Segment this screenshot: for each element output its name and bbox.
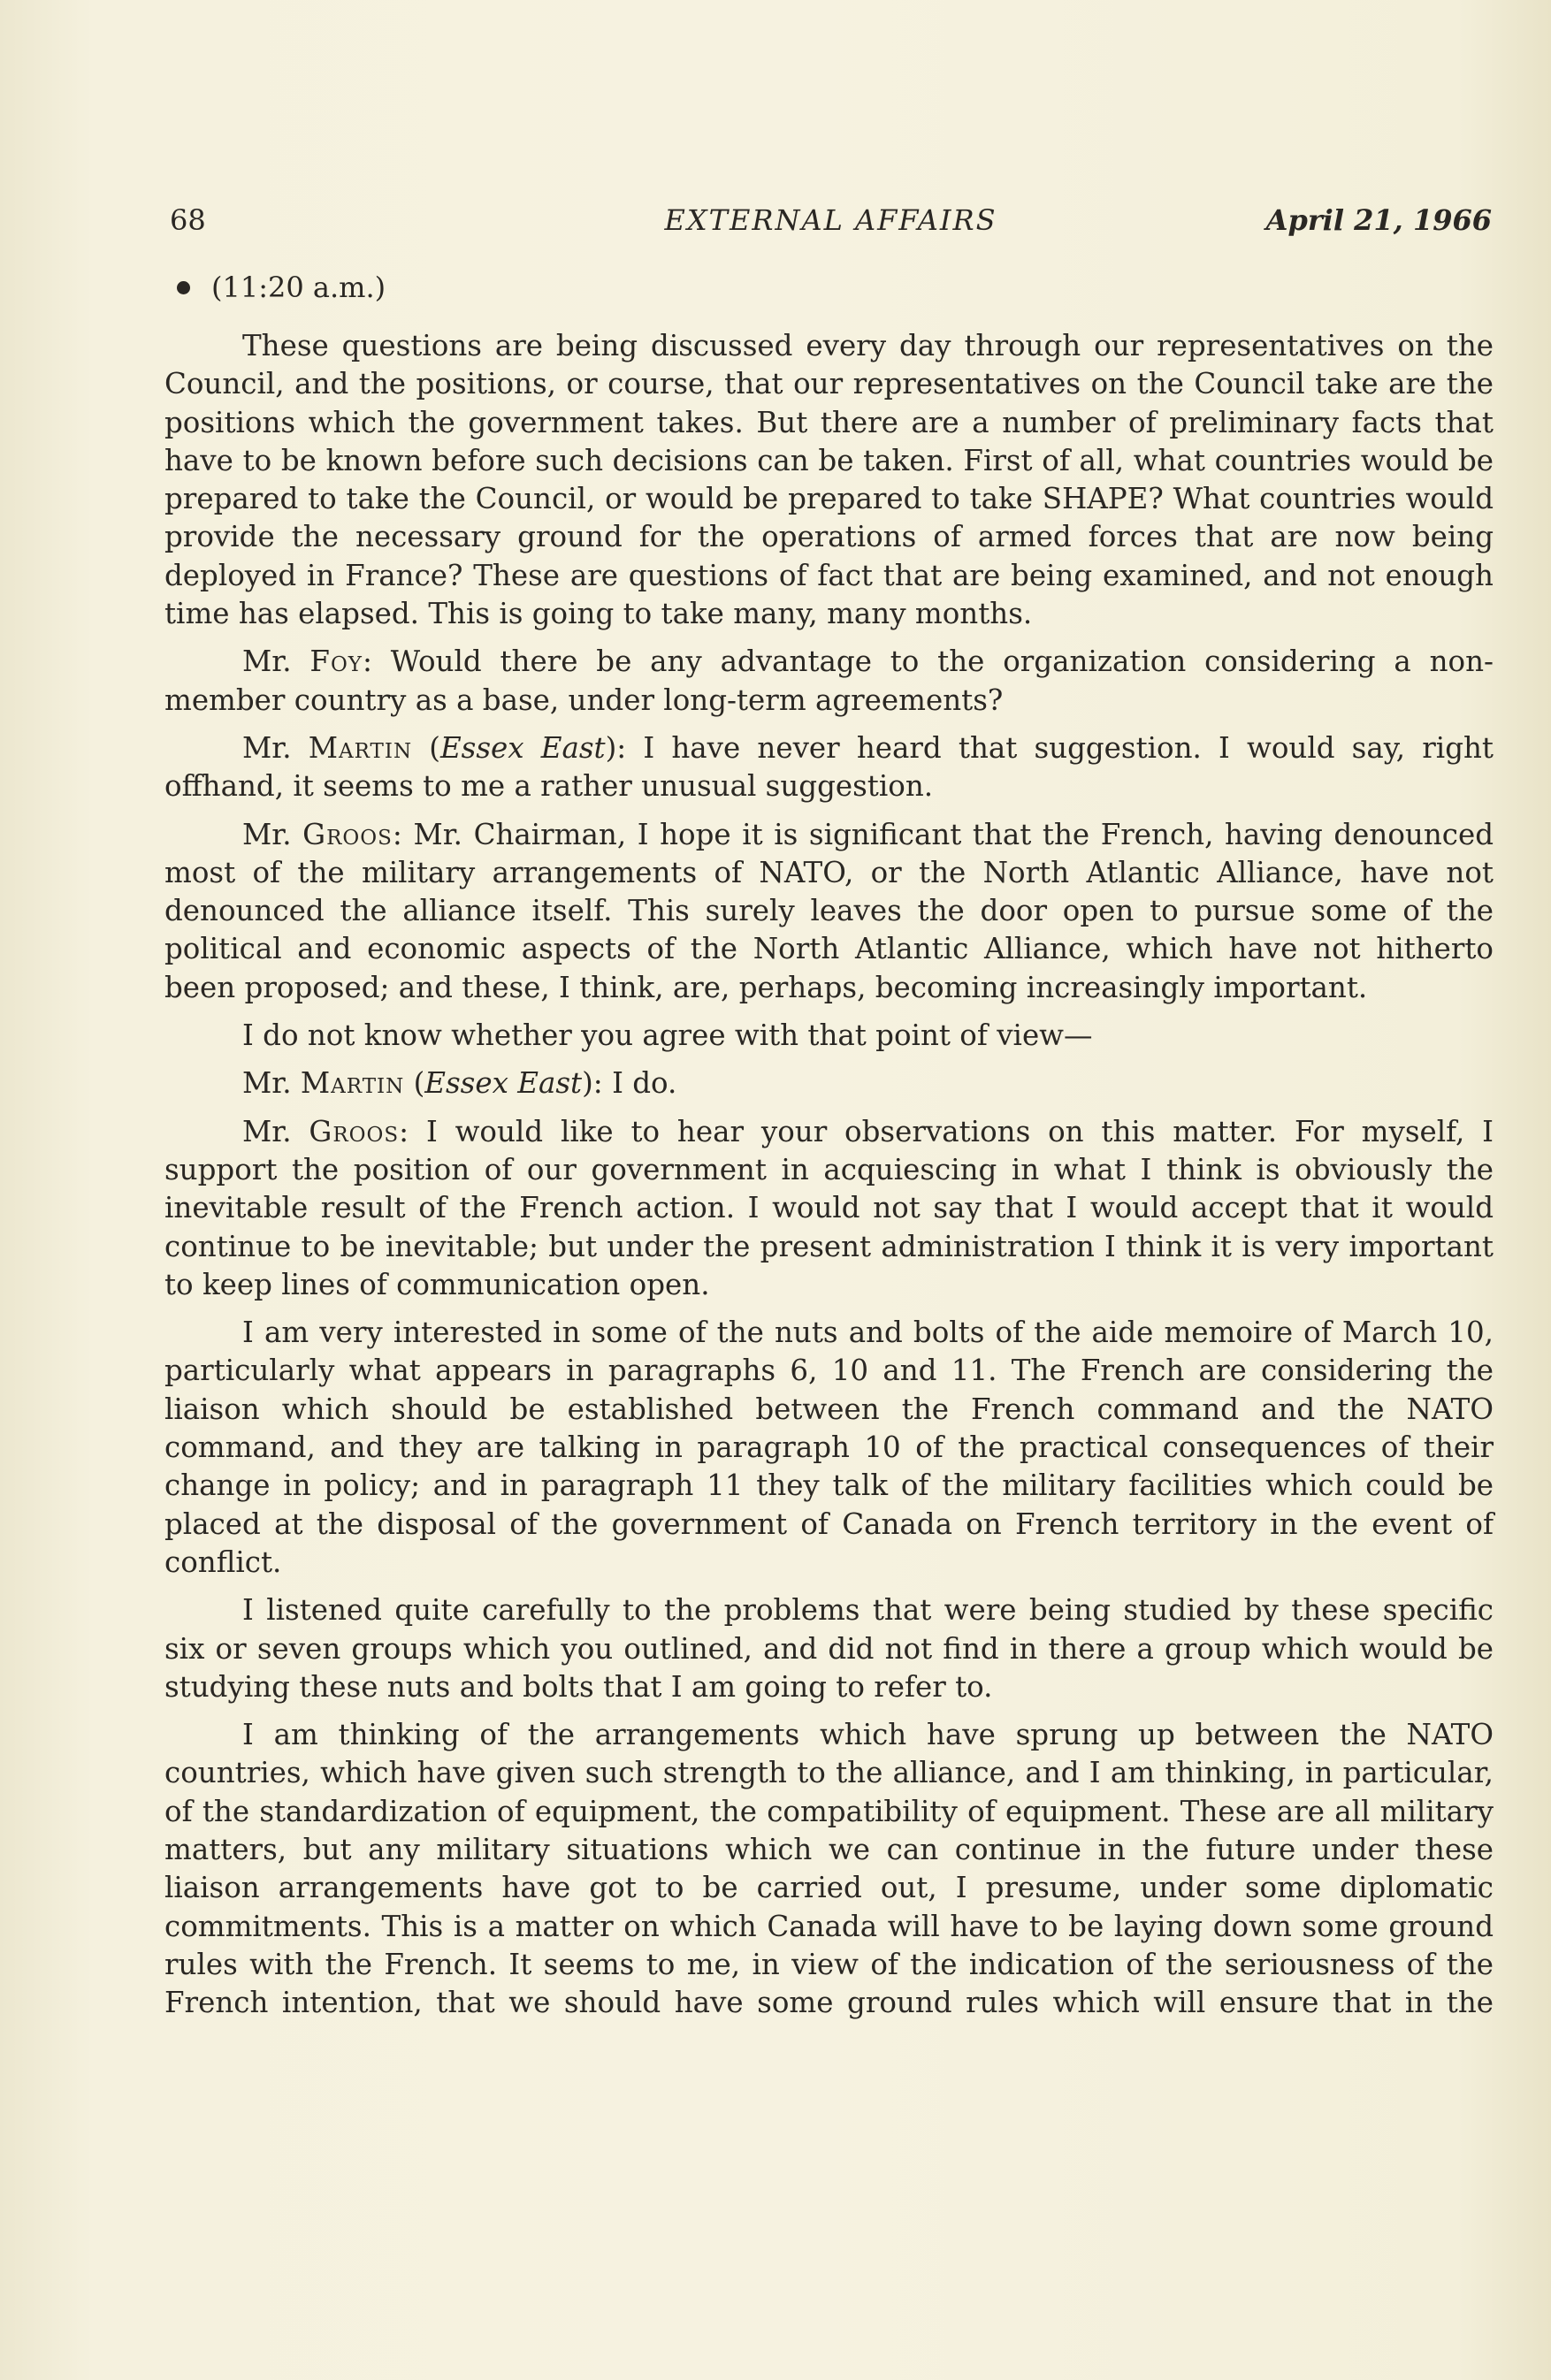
speaker-name: Martin: [300, 1066, 405, 1101]
speaker-name: Groos: [309, 1114, 400, 1148]
paragraph: Mr. Groos: I would like to hear your observations on this matter. For myself, I support the position of our government in acquiescing in what I think is obviously the inevitable result of the French action. I would not say that I would accept that it would continue to be inevitable; but under the present administration I think it is very important to keep lines of communication open.: [164, 1114, 1494, 1301]
page-number: 68: [170, 203, 206, 237]
page-header: [170, 198, 1492, 242]
paragraph: Mr. Martin (Essex East): I have never heard that suggestion. I would say, right offhand, it seems to me a rather unusual suggestion.: [164, 730, 1494, 804]
running-title: EXTERNAL AFFAIRS: [664, 203, 997, 237]
speaker-riding: Essex East: [439, 730, 606, 765]
body-text: [164, 327, 1494, 2032]
paragraph: I do not know whether you agree with that point of view—: [242, 1018, 1093, 1053]
bullet-icon: [177, 281, 190, 294]
paragraph: Mr. Groos: Mr. Chairman, I hope it is significant that the French, having denounced most of the military arrangements of NATO, or the North Atlantic Alliance, have not denounced the alliance itself. This surely leaves the door open to pursue some of the political and economic aspects of the North Atlantic Alliance, which have not hitherto been proposed; and these, I think, are, perhaps, becoming increasingly important.: [164, 817, 1494, 1004]
paragraph: Mr. Martin (Essex East): I do.: [242, 1066, 677, 1101]
paragraph: I am thinking of the arrangements which have sprung up between the NATO countries, which have given such strength to the alliance, and I am thinking, in particular, of the standardization of equipment, the compatibility of equipment. These are all military matters, but any military situations which we can continue in the future under these liaison arrangements have got to be carried out, I presume, under some diplomatic commitments. This is a matter on which Canada will have to be laying down some ground rules with the French. It seems to me, in view of the indication of the seriousness of the French intention, that we should have some ground rules which will ensure that in the: [164, 1718, 1494, 2020]
speaker-name: Martin: [308, 730, 413, 765]
timestamp-text: (11:20 a.m.): [211, 271, 386, 304]
session-timestamp: [177, 267, 386, 308]
speaker-name: Foy: [309, 645, 363, 679]
paragraph: I am very interested in some of the nuts and bolts of the aide memoire of March 10, particularly what appears in paragraphs 6, 10 and 11. The French are considering the liaison which should be established between the French command and the NATO command, and they are talking in paragraph 10 of the practical consequences of their change in policy; and in paragraph 11 they talk of the military facilities which could be placed at the disposal of the government of Canada on French territory in the event of conflict.: [164, 1316, 1494, 1579]
speaker-riding: Essex East: [424, 1066, 583, 1101]
header-date: April 21, 1966: [1265, 203, 1492, 237]
paragraph: I listened quite carefully to the problems that were being studied by these specific six or seven groups which you outlined, and did not find in there a group which would be studying these nuts and bolts that I am going to refer to.: [164, 1593, 1494, 1704]
paragraph: These questions are being discussed every day through our representatives on the Council, and the positions, or course, that our representatives on the Council take are the positions which the government takes. But there are a number of preliminary facts that have to be known before such decisions can be taken. First of all, what countries would be prepared to take the Council, or would be prepared to take SHAPE? What countries would provide the necessary ground for the operations of armed forces that are now being deployed in France? These are questions of fact that are being examined, and not enough time has elapsed. This is going to take many, many months.: [164, 329, 1494, 631]
speaker-name: Groos: [302, 817, 393, 851]
paragraph: Mr. Foy: Would there be any advantage to the organization considering a non-member country as a base, under long-term agreements?: [164, 645, 1494, 717]
